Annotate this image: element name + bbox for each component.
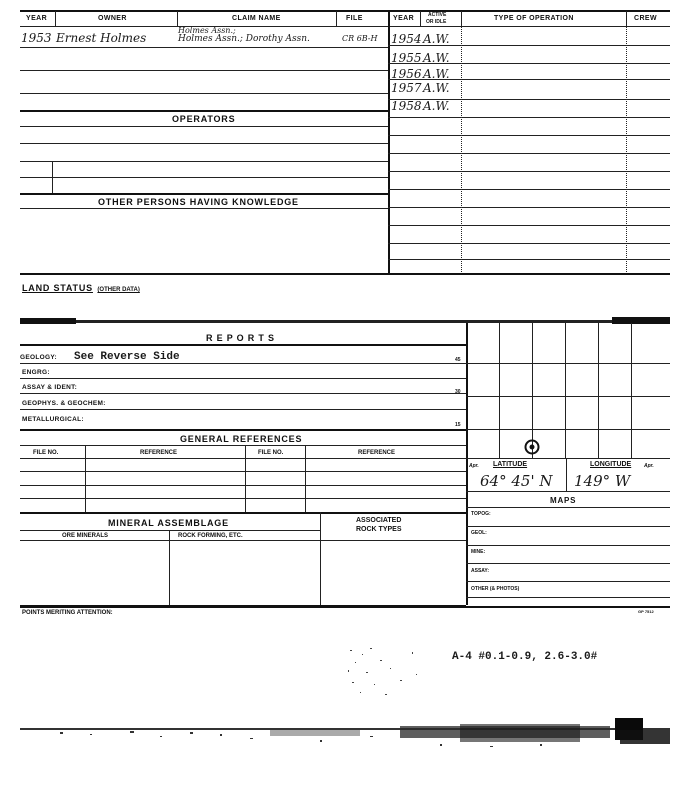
row-line — [466, 581, 670, 582]
col-sep — [566, 458, 567, 491]
row-line — [20, 93, 388, 94]
header-active: ACTIVE — [428, 12, 447, 18]
owner-entry-file: CR 6B-H — [342, 34, 378, 43]
maps-other: OTHER (& PHOTOS) — [471, 586, 520, 592]
form-number: GP 7512 — [638, 609, 654, 614]
row-line — [466, 526, 670, 527]
metallurgical-label: METALLURGICAL: — [22, 416, 84, 423]
location-marker-icon — [524, 439, 540, 455]
row-line — [388, 225, 670, 226]
activity-year-3: 1956 — [391, 67, 422, 81]
maps-mine: MINE: — [471, 549, 486, 555]
activity-year-5: 1958 — [391, 99, 422, 113]
geophys-label: GEOPHYS. & GEOCHEM: — [22, 400, 106, 407]
col-sep — [320, 512, 321, 605]
row-line — [20, 540, 466, 541]
row-line — [466, 545, 670, 546]
grid-line — [532, 323, 533, 458]
activity-year-4: 1957 — [391, 81, 422, 95]
header-type-of-operation: TYPE OF OPERATION — [494, 15, 574, 22]
row-line — [20, 193, 388, 195]
mineral-assemblage-title: MINERAL ASSEMBLAGE — [108, 518, 229, 528]
general-references-title: GENERAL REFERENCES — [180, 434, 303, 444]
row-line — [20, 378, 466, 379]
grid-line — [499, 323, 500, 458]
row-line — [466, 507, 670, 508]
header-file: FILE — [346, 15, 363, 22]
grid-line — [466, 429, 670, 430]
row-line — [388, 189, 670, 190]
row-line — [20, 143, 388, 144]
scan-edge-noise — [20, 718, 670, 750]
header-or-idle: OR IDLE — [426, 19, 447, 25]
row-line — [20, 177, 388, 178]
row-line — [466, 458, 670, 459]
row-line — [20, 161, 388, 162]
ore-minerals-label: ORE MINERALS — [62, 533, 109, 539]
row-line — [388, 171, 670, 172]
col-sep — [245, 445, 246, 512]
longitude-value: 149° W — [574, 472, 631, 490]
header-owner: OWNER — [98, 15, 127, 22]
lon-suffix: Apr. — [644, 463, 654, 469]
rock-forming-label: ROCK FORMING, ETC. — [178, 533, 243, 539]
col-sep — [420, 11, 421, 26]
associated-rock-types-line1: ASSOCIATED — [356, 517, 402, 524]
col-sep — [177, 11, 178, 26]
geology-value: See Reverse Side — [74, 351, 180, 363]
points-meriting-label: POINTS MERITING ATTENTION: — [22, 610, 113, 616]
activity-status-1: A.W. — [423, 32, 450, 46]
col-sep — [52, 161, 53, 193]
activity-status-5: A.W. — [423, 99, 450, 113]
row-line — [388, 135, 670, 136]
header-crew: CREW — [634, 15, 657, 22]
row-line — [466, 491, 670, 492]
associated-rock-types-line2: ROCK TYPES — [356, 526, 402, 533]
row-line — [20, 344, 466, 346]
header-year: YEAR — [26, 15, 48, 22]
row-line — [20, 606, 670, 608]
header-claim-name: CLAIM NAME — [232, 15, 281, 22]
owner-entry-year: 1953 — [21, 31, 52, 45]
row-line — [20, 363, 466, 364]
col-sep — [336, 11, 337, 26]
row-line — [20, 393, 466, 394]
row-line — [20, 471, 466, 472]
maps-geol: GEOL: — [471, 530, 487, 536]
ref-file-no-2: FILE NO. — [258, 450, 284, 456]
bar-mark — [612, 317, 670, 324]
bar-mark — [20, 318, 76, 324]
row-line — [20, 208, 388, 209]
speckle-noise — [340, 640, 430, 700]
num-30: 30 — [455, 389, 461, 395]
main-divider — [388, 11, 390, 274]
col-sep — [461, 11, 462, 26]
row-line — [20, 498, 466, 499]
row-line — [20, 409, 466, 410]
row-line — [388, 243, 670, 244]
row-line — [466, 597, 670, 598]
row-line — [466, 563, 670, 564]
col-sep — [169, 530, 170, 605]
header-bottom-line — [20, 26, 670, 27]
row-line — [20, 110, 388, 112]
owner-entry-owner: Ernest Holmes — [56, 31, 147, 45]
maps-assay: ASSAY: — [471, 568, 490, 574]
row-line — [20, 126, 388, 127]
row-line — [20, 273, 670, 275]
operators-title: OPERATORS — [172, 114, 236, 124]
row-line — [20, 530, 320, 531]
owner-entry-claim-line2: Holmes Assn.; Dorothy Assn. — [178, 34, 310, 44]
row-line — [388, 207, 670, 208]
row-line — [20, 458, 466, 459]
land-status-heading — [22, 278, 140, 296]
maps-topog: TOPOG: — [471, 511, 491, 517]
row-line — [20, 70, 388, 71]
num-15: 15 — [455, 422, 461, 428]
activity-status-3: A.W. — [423, 67, 450, 81]
activity-status-2: A.W. — [423, 51, 450, 65]
maps-title: MAPS — [550, 496, 577, 505]
col-sep — [55, 11, 56, 26]
row-line — [20, 47, 388, 48]
land-status-title: LAND STATUS — [22, 283, 93, 293]
reports-top-bar — [20, 320, 670, 323]
grid-line — [598, 323, 599, 458]
row-line — [388, 259, 670, 260]
row-line — [388, 117, 670, 118]
ref-reference-2: REFERENCE — [358, 450, 396, 456]
row-line — [20, 485, 466, 486]
row-line — [20, 429, 466, 431]
ref-reference-1: REFERENCE — [140, 450, 178, 456]
grid-line — [466, 363, 670, 364]
latitude-label: LATITUDE — [493, 461, 528, 468]
row-line — [20, 512, 466, 514]
owner-entry-claim-line1: Holmes Assn.; — [178, 26, 236, 35]
activity-year-1: 1954 — [391, 32, 422, 46]
top-border — [20, 10, 670, 12]
latitude-value: 64° 45' N — [480, 472, 553, 490]
assay-ident-label: ASSAY & IDENT: — [22, 384, 78, 391]
activity-year-2: 1955 — [391, 51, 422, 65]
land-status-note: (OTHER DATA) — [97, 287, 140, 293]
lat-prefix: Apr. — [469, 463, 479, 469]
row-line — [388, 153, 670, 154]
engrg-label: ENGRG: — [22, 369, 50, 376]
grid-line — [466, 396, 670, 397]
row-line — [20, 445, 466, 446]
activity-status-4: A.W. — [423, 81, 450, 95]
geology-label: GEOLOGY: — [20, 354, 57, 361]
grid-line — [565, 323, 566, 458]
other-persons-title: OTHER PERSONS HAVING KNOWLEDGE — [98, 197, 299, 207]
grid-line — [631, 323, 632, 458]
assay-note: A-4 #0.1-0.9, 2.6-3.0# — [452, 651, 598, 663]
col-sep — [85, 445, 86, 512]
ref-file-no-1: FILE NO. — [33, 450, 59, 456]
col-sep — [305, 445, 306, 512]
longitude-label: LONGITUDE — [590, 461, 632, 468]
num-45: 45 — [455, 357, 461, 363]
reports-title: R E P O R T S — [206, 333, 275, 343]
col-sep — [626, 11, 627, 26]
header-year-2: YEAR — [393, 15, 415, 22]
